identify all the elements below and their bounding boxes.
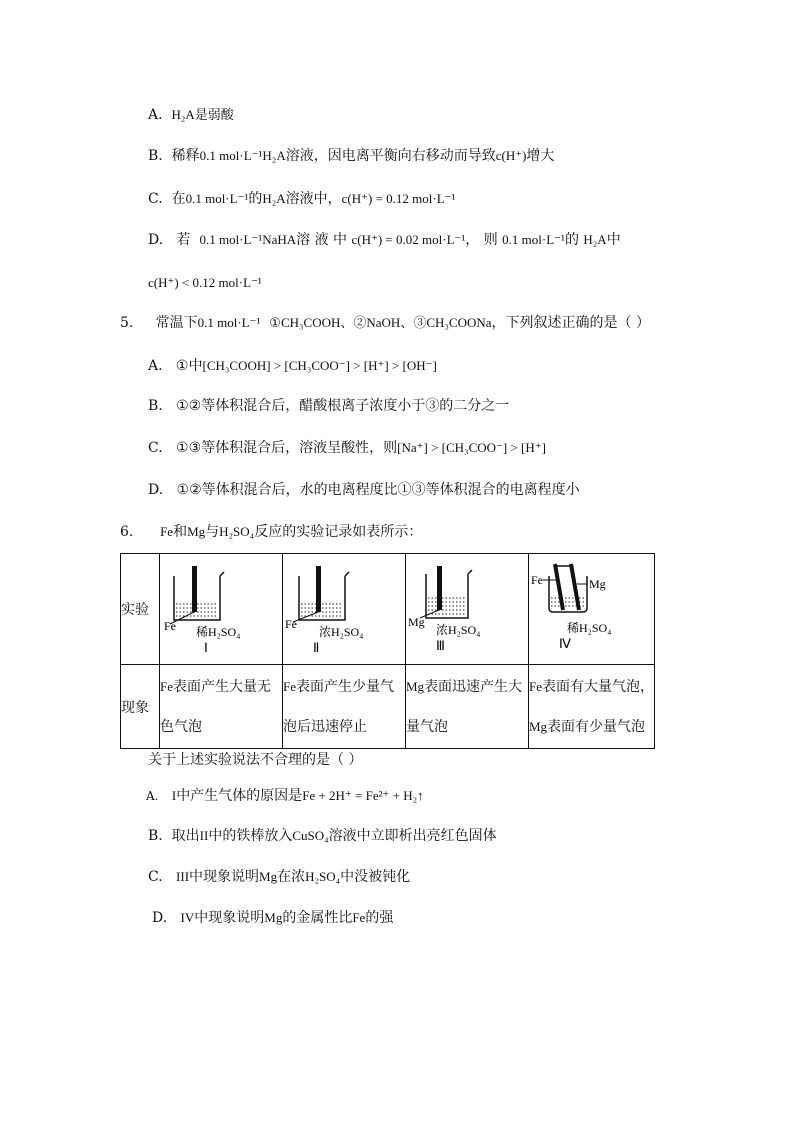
experiment-table [120,553,655,749]
q6-stem: 6. Fe和Mg与H₂SO₄反应的实验记录如表所示： [120,524,423,540]
roman-label: Ⅳ [559,636,571,651]
beaker-1-diagram [160,554,282,660]
observation-2: Fe表面产生少量气 泡后迅速停止 [283,665,406,749]
experiment-3-cell [406,554,529,665]
acid-label: 浓H₂SO₄ [319,625,364,639]
experiment-2-cell [283,554,406,665]
experiment-4-cell [529,554,655,665]
q5-option-c: C. ①③等体积混合后，溶液呈酸性，则[Na⁺] > [CH₃COO⁻] > [H⁺] [148,440,546,456]
observation-1: Fe表面产生大量无 色气泡 [160,665,283,749]
q5-option-a: A. ①中[CH₃COOH] > [CH₃COO⁻] > [H⁺] > [OH⁻] [148,358,437,374]
beaker-outline [299,572,349,620]
acid-label: 浓H₂SO₄ [436,623,481,637]
beaker-outline [426,570,472,618]
solution-fill [301,604,343,616]
q4-option-d: D. 若 0.1 mol·L⁻¹NaHA溶 液 中 c(H⁺) = 0.02 mol·L⁻¹， 则 0.1 mol·L⁻¹的 H₂A中 [148,232,621,248]
q6-option-b: B. 取出II中的铁棒放入CuSO₄溶液中立即析出亮红色固体 [148,828,497,844]
observation-3: Mg表面迅速产生大 量气泡 [406,665,529,749]
iron-rod [555,564,563,610]
q6-option-c: C. III中现象说明Mg在浓H₂SO₄中没被钝化 [148,869,411,885]
metal-label: Mg [408,615,425,629]
q5-option-d: D. ①②等体积混合后，水的电离程度比①③等体积混合的电离程度小 [148,482,580,498]
q4-option-a: A. H₂A是弱酸 [148,107,234,123]
q4-option-d-line2: c(H⁺) < 0.12 mol·L⁻¹ [148,275,262,290]
iron-rod [316,566,321,612]
beaker-2-diagram [283,554,405,660]
beaker-4-diagram [529,554,650,660]
roman-label: Ⅱ [313,640,320,655]
experiment-1-cell [160,554,283,665]
q6-option-d: D. IV中现象说明Mg的金属性比Fe的强 [152,910,394,926]
roman-label: Ⅰ [204,640,208,655]
metal-label: Fe [164,619,176,633]
beaker-3-diagram [406,554,528,660]
observation-4: Fe表面有大量气泡， Mg表面有少量气泡 [529,665,655,749]
q5-stem: 5. 常温下0.1 mol·L⁻¹ ①CH₃COOH、②NaOH、③CH₃COONa，下列叙述正确的是（ ） [120,315,650,331]
magnesium-rod [571,564,579,610]
magnesium-rod [437,566,442,610]
acid-label: 稀H₂SO₄ [567,621,612,635]
metal-label: Fe [285,617,297,631]
acid-label: 稀H₂SO₄ [196,625,241,639]
row-header-observation: 现象 [121,665,160,749]
q5-option-b: B. ①②等体积混合后，醋酸根离子浓度小于③的二分之一 [148,398,510,414]
roman-label: Ⅲ [436,638,445,653]
q4-option-b: B. 稀释0.1 mol·L⁻¹H₂A溶液，因电离平衡向右移动而导致c(H⁺)增大 [148,148,555,164]
solution-fill [428,598,466,614]
iron-rod [192,566,197,612]
q6-question: 关于上述实验说法不合理的是（ ） [148,752,363,768]
row-header-experiment: 实验 [121,554,160,665]
q6-option-a: A. I中产生气体的原因是Fe + 2H⁺ = Fe²⁺ + H₂↑ [146,788,424,804]
metal-2-label: Mg [589,577,606,591]
beaker-outline [549,576,587,612]
q4-option-c: C. 在0.1 mol·L⁻¹的H₂A溶液中，c(H⁺) = 0.12 mol·L⁻¹ [148,191,456,207]
metal-1-label: Fe [531,573,543,587]
